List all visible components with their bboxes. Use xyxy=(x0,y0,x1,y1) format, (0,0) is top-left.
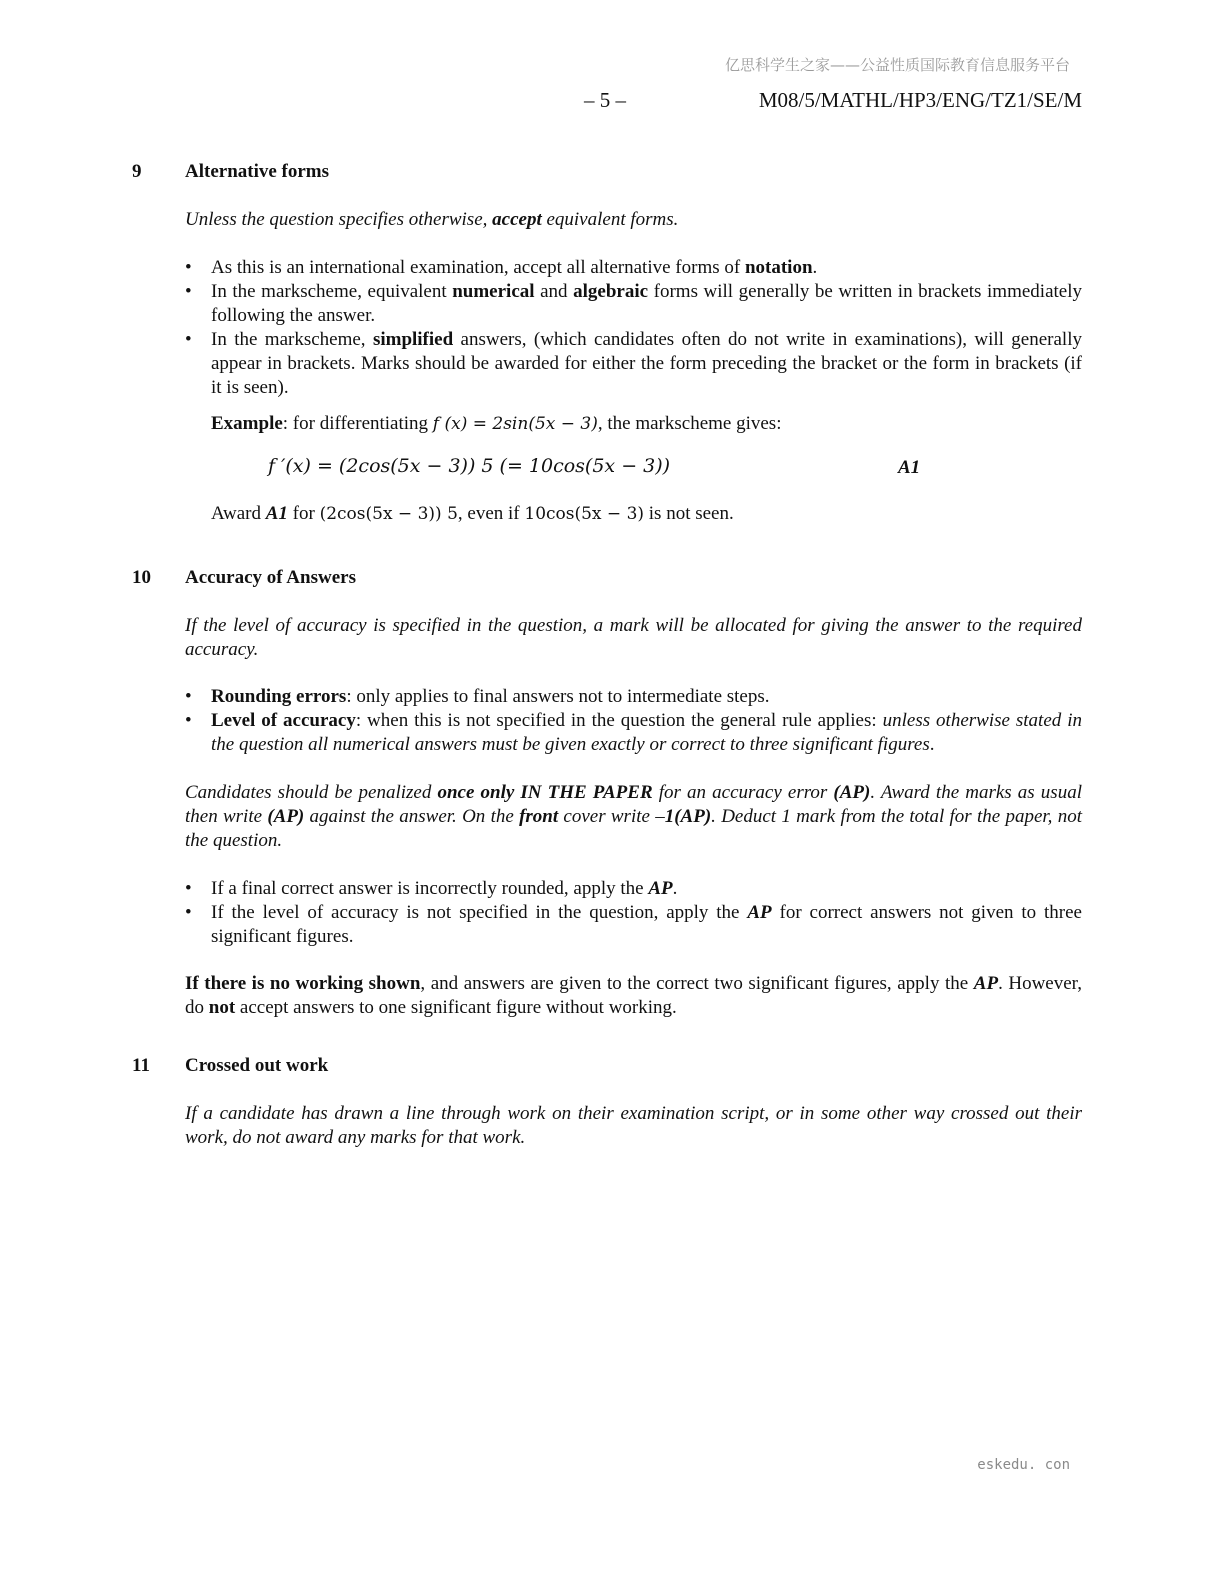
section-title: Crossed out work xyxy=(185,1055,329,1076)
intro-text: Unless the question specifies otherwise, xyxy=(185,209,493,230)
bullet-text: . xyxy=(672,878,678,899)
bullet-item xyxy=(185,328,1082,400)
bullet-bold: simplified xyxy=(372,329,454,350)
bullet-bold: Rounding errors xyxy=(211,686,347,707)
bullet-bold: notation xyxy=(744,257,813,278)
award-mark: A1 xyxy=(265,503,288,524)
intro-bold: accept xyxy=(492,209,542,230)
section-11-body: If a candidate has drawn a line through work on their examination script, or in some other way crossed out their work, do not award any marks for that work. xyxy=(185,1103,1082,1148)
penalty-bold: front xyxy=(519,806,559,827)
award-math: 10cos(5x − 3) xyxy=(524,504,645,524)
bullet-text: forms will generally be written in brackets immediately following the answer. xyxy=(211,281,1082,326)
penalty-text: for an accuracy error xyxy=(652,782,834,803)
bullet-text: : only applies to final answers not to intermediate steps. xyxy=(346,686,770,707)
bullet-text: As this is an international examination, accept all alternative forms of xyxy=(211,257,745,278)
bullet-text: and xyxy=(534,281,574,302)
award-line xyxy=(211,502,1082,526)
award-math: (2cos(5x − 3)) 5 xyxy=(319,504,458,524)
bullet-italic: unless otherwise stated in the question all numerical answers must be given exactly or correct to three significant figures xyxy=(211,710,1082,755)
bullet-bold: algebraic xyxy=(573,281,649,302)
section-title: Alternative forms xyxy=(185,161,330,182)
bullet-text: : when this is not specified in the question the general rule applies: xyxy=(355,710,883,731)
working-text: accept answers to one significant figure without working. xyxy=(235,997,677,1018)
example-label: Example xyxy=(211,413,283,434)
penalty-text: against the answer. On the xyxy=(304,806,520,827)
bullet-text: If the level of accuracy is not specified in the question, apply the xyxy=(211,902,748,923)
bullet-text: . xyxy=(929,734,935,755)
example-line xyxy=(211,412,1082,436)
example-text: , the markscheme gives: xyxy=(597,413,782,434)
watermark-bottom: eskedu. con xyxy=(977,1457,1070,1473)
section-9-bullets xyxy=(185,256,1082,400)
paper-code: M08/5/MATHL/HP3/ENG/TZ1/SE/M xyxy=(758,88,1082,112)
working-paragraph xyxy=(185,972,1082,1020)
bullet-text: In the markscheme, equivalent xyxy=(211,281,453,302)
bullet-bold: Level of accuracy xyxy=(211,710,356,731)
penalty-text: . Award the marks as usual then write xyxy=(185,782,1082,827)
working-bold: If there is no working shown xyxy=(185,973,421,994)
penalty-bold: (AP) xyxy=(833,782,871,803)
page-number: – 5 – xyxy=(584,88,626,112)
example-math: f (x) = 2sin(5x − 3) xyxy=(432,414,598,434)
working-not: not xyxy=(208,997,236,1018)
example-equation xyxy=(268,455,670,478)
bullet-item xyxy=(185,709,1082,757)
bullet-text: If a final correct answer is incorrectly rounded, apply the xyxy=(211,878,649,899)
award-text: for xyxy=(287,503,320,524)
section-number: 9 xyxy=(132,161,142,182)
penalty-bold: (AP) xyxy=(267,806,305,827)
bullet-item xyxy=(185,256,1082,280)
bullet-item xyxy=(185,877,1082,901)
award-text: , even if xyxy=(457,503,525,524)
section-number: 10 xyxy=(132,567,151,588)
bullet-text: for correct answers not given to three significant figures. xyxy=(211,902,1082,947)
bullet-item xyxy=(185,685,1082,709)
intro-text: equivalent forms. xyxy=(541,209,679,230)
section-9-intro xyxy=(185,208,1082,232)
working-text: . However, do xyxy=(185,973,1082,1018)
bullet-bold: AP xyxy=(747,902,772,923)
penalty-text: . Deduct 1 mark from the total for the paper, not the question. xyxy=(185,806,1082,851)
bullet-item xyxy=(185,280,1082,328)
bullet-item xyxy=(185,901,1082,949)
example-text: : for differentiating xyxy=(282,413,433,434)
section-title: Accuracy of Answers xyxy=(185,567,356,588)
bullet-text: answers, (which candidates often do not write in examinations), will generally appear in brackets. Marks should be awarded for either the form preceding the bracket or the form in brackets (if it is seen). xyxy=(211,329,1082,398)
penalty-bold: once only IN THE PAPER xyxy=(437,782,653,803)
award-text: is not seen. xyxy=(644,503,734,524)
section-number: 11 xyxy=(132,1055,150,1076)
penalty-text: Candidates should be penalized xyxy=(185,782,438,803)
penalty-bold: 1(AP) xyxy=(664,806,712,827)
bullet-text: In the markscheme, xyxy=(211,329,373,350)
bullet-bold: numerical xyxy=(452,281,535,302)
bullet-bold: AP xyxy=(648,878,673,899)
section-10-ap-bullets xyxy=(185,877,1082,949)
penalty-paragraph xyxy=(185,781,1082,853)
watermark-top: 亿思科学生之家——公益性质国际教育信息服务平台 xyxy=(724,56,1070,74)
section-10-bullets xyxy=(185,685,1082,757)
section-10-intro: If the level of accuracy is specified in the question, a mark will be allocated for giving the answer to the required accuracy. xyxy=(185,615,1082,660)
award-text: Award xyxy=(211,503,266,524)
equation-text: f ′(x) = (2cos(5x − 3)) 5 (= 10cos(5x − 3)) xyxy=(268,455,671,477)
penalty-text: cover write – xyxy=(558,806,665,827)
bullet-text: . xyxy=(812,257,818,278)
working-text: , and answers are given to the correct two significant figures, apply the xyxy=(420,973,974,994)
equation-mark: A1 xyxy=(898,457,921,478)
working-ap: AP xyxy=(973,973,999,994)
